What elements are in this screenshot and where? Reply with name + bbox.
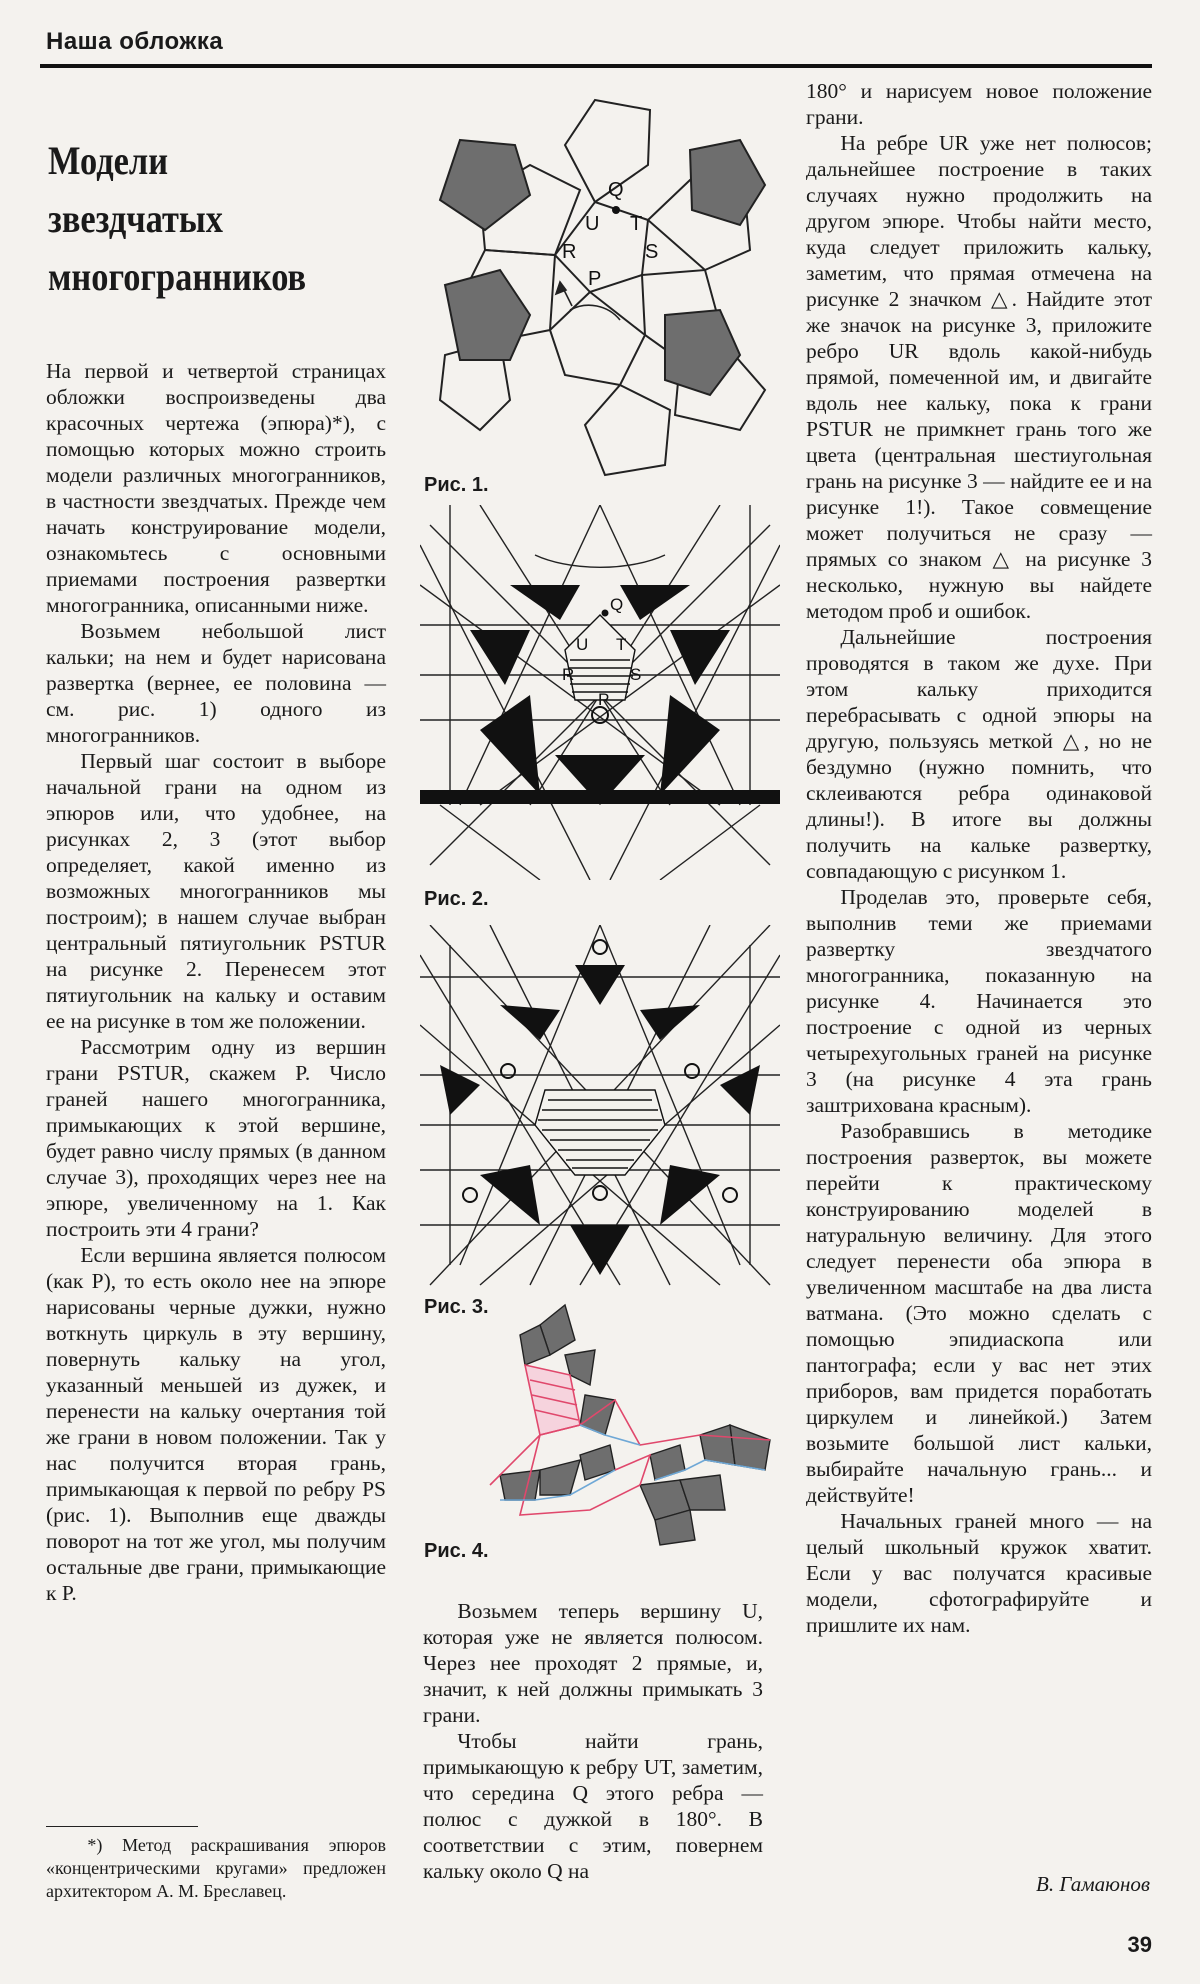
gray-face xyxy=(540,1460,580,1495)
gray-face xyxy=(730,1425,770,1470)
black-face xyxy=(670,630,730,685)
author-signature: В. Гамаюнов xyxy=(1036,1872,1150,1896)
label-p: P xyxy=(588,268,602,290)
black-band xyxy=(420,790,780,804)
figure-3-star-diagram xyxy=(420,925,780,1290)
footnote xyxy=(46,1834,386,1903)
gray-face xyxy=(440,140,530,230)
black-face xyxy=(575,965,625,1005)
paragraph: Если вершина является полюсом (как P), то есть около нее на эпюре нарисованы черные дужки, нужно воткнуть циркуль в эту вершину, повернуть кальку на угол, указанный меньшей из дужек, и перенести на кальку очертания той же грани в новом положении. Так у нас получится вторая грань, примыкающая к первой по ребру PS (рис. 1). Выполнив еще дважды поворот на тот же угол, мы получим остальные две грани, примыкающие к P. xyxy=(46,1243,386,1605)
figure-2-star-diagram xyxy=(420,505,780,880)
label-s: S xyxy=(630,665,642,684)
paragraph: Проделав это, проверьте себя, выполнив теми же приемами развертку звездчатого многогранника, показанную на рисунке 4. Начинается это построение с одной из черных четырехугольных граней на рисунке 3 (на рисунке 4 эта грань заштрихована красным). xyxy=(806,885,1152,1117)
text-column-2 xyxy=(423,1598,763,1884)
label-q: Q xyxy=(608,179,624,201)
footnote-text: *) Метод раскрашивания эпюров «концентрическими кругами» предложен архитектором А. М. Бреславец. xyxy=(46,1835,386,1901)
gray-face xyxy=(700,1425,735,1465)
paragraph: 180° и нарисуем новое положение грани. xyxy=(806,79,1152,129)
label-r: R xyxy=(562,241,577,263)
paragraph: Рассмотрим одну из вершин грани PSTUR, скажем P. Число граней нашего многогранника, примыкающих к этой вершине, будет равно числу прямых (в данном случае 3), проходящих через нее на эпюре, увеличенному на 1. Как построить эти 4 грани? xyxy=(46,1035,386,1241)
black-face xyxy=(500,1005,560,1040)
label-u: U xyxy=(585,213,600,235)
title-line: Модели xyxy=(48,138,169,183)
paragraph: Чтобы найти грань, примыкающую к ребру UT, заметим, что середина Q этого ребра — полюс с дужкой в 180°. В соответствии с этим, повернем кальку около Q на xyxy=(423,1729,763,1883)
figure-3-caption: Рис. 3. xyxy=(424,1296,489,1318)
figure-4-caption: Рис. 4. xyxy=(424,1540,489,1562)
gray-face xyxy=(580,1395,615,1435)
footnote-rule xyxy=(46,1826,198,1827)
label-u: U xyxy=(576,635,589,654)
figure-4-net-diagram xyxy=(480,1295,780,1550)
gray-face xyxy=(500,1470,540,1500)
black-face xyxy=(480,695,540,795)
paragraph: Дальнейшие построения проводятся в таком же духе. При этом кальку приходится перебрасывать с одной эпюры на другую, пользуясь меткой △, но не бездумно (нужно помнить, что склеиваются ребра одинаковой длины!). В итоге вы должны получить на кальке развертку, совпадающую с рисунком 1. xyxy=(806,625,1152,883)
black-face xyxy=(660,695,720,795)
title-line: многогранников xyxy=(48,254,307,299)
gray-face xyxy=(690,140,765,225)
label-p: P xyxy=(598,690,610,709)
black-face xyxy=(470,630,530,685)
header-rule xyxy=(40,64,1152,68)
black-face xyxy=(640,1005,700,1040)
paragraph: Возьмем теперь вершину U, которая уже не является полюсом. Через нее проходят 2 прямые, и, значит, к ней должны примыкать 3 грани. xyxy=(423,1599,763,1727)
gray-face xyxy=(650,1445,685,1480)
text-column-3 xyxy=(806,78,1152,1638)
paragraph: Начальных граней много — на целый школьный кружок хватит. Если у вас получатся красивые модели, сфотографируйте и пришлите их нам. xyxy=(806,1509,1152,1637)
page-number: 39 xyxy=(1127,1932,1152,1957)
paragraph: Разобравшись в методике построения разверток, вы можете перейти к практическому конструированию моделей в натуральную величину. Для этого следует перенести оба эпюра в увеличенном масштабе на два листа ватмана. (Это можно сделать с помощью эпидиаскопа или пантографа; если у вас нет этих приборов, вам придется поработать циркулем и линейкой.) Затем возьмите большой лист кальки, выбирайте начальную грань... и действуйте! xyxy=(806,1119,1152,1507)
paragraph: Первый шаг состоит в выборе начальной грани на одном из эпюров или, что удобнее, на рисунках 2, 3 (этот выбор определяет, какой именно из возможных многогранников мы построим); в нашем случае выбран центральный пятиугольник PSTUR на рисунке 2. Перенесем этот пятиугольник на кальку и оставим ее на рисунке в том же положении. xyxy=(46,749,386,1033)
section-label: Наша обложка xyxy=(46,28,224,55)
paragraph: Возьмем небольшой лист кальки; на нем и будет нарисована развертка (вернее, ее половина — см. рис. 1) одного из многогранников. xyxy=(46,619,386,747)
gray-face xyxy=(665,310,740,395)
label-t: T xyxy=(616,635,627,654)
label-s: S xyxy=(645,241,659,263)
paragraph: На ребре UR уже нет полюсов; дальнейшее построение в таких случаях нужно продолжить на другом эпюре. Чтобы найти место, куда следует приложить кальку, заметим, что прямая отмечена на рисунке 2 значком △. Найдите этот же значок на рисунке 3, приложите ребро UR вдоль какой-нибудь прямой, помеченной им, и двигайте вдоль нее кальку, пока к грани PSTUR не примкнет грань того же цвета (центральная шестиугольная грань на рисунке 3 — найдите ее и на рисунке 1!). Такое совмещение может получиться не сразу — прямых со знаком △ на рисунке 3 несколько, нужную вы найдете методом проб и ошибок. xyxy=(806,131,1152,623)
black-face xyxy=(570,1225,630,1275)
figure-2-caption: Рис. 2. xyxy=(424,888,489,910)
label-t: T xyxy=(630,213,643,235)
text-column-1 xyxy=(46,358,386,1606)
gray-face xyxy=(580,1445,615,1480)
hexagon-face xyxy=(535,1090,665,1175)
figure-1-net-diagram xyxy=(420,70,780,490)
title-line: звездчатых xyxy=(48,196,223,241)
label-q: Q xyxy=(610,595,624,614)
label-r: R xyxy=(562,665,575,684)
q-midpoint xyxy=(612,206,620,214)
figure-1-caption: Рис. 1. xyxy=(424,474,489,496)
paragraph: На первой и четвертой страницах обложки воспроизведены два красочных чертежа (эпюра)*), с помощью которых можно строить модели различных многогранников, в частности звездчатых. Прежде чем начать конструирование модели, ознакомьтесь с основными приемами построения развертки многогранника, описанными ниже. xyxy=(46,359,386,617)
article-title xyxy=(48,132,358,306)
gray-face xyxy=(445,270,530,360)
